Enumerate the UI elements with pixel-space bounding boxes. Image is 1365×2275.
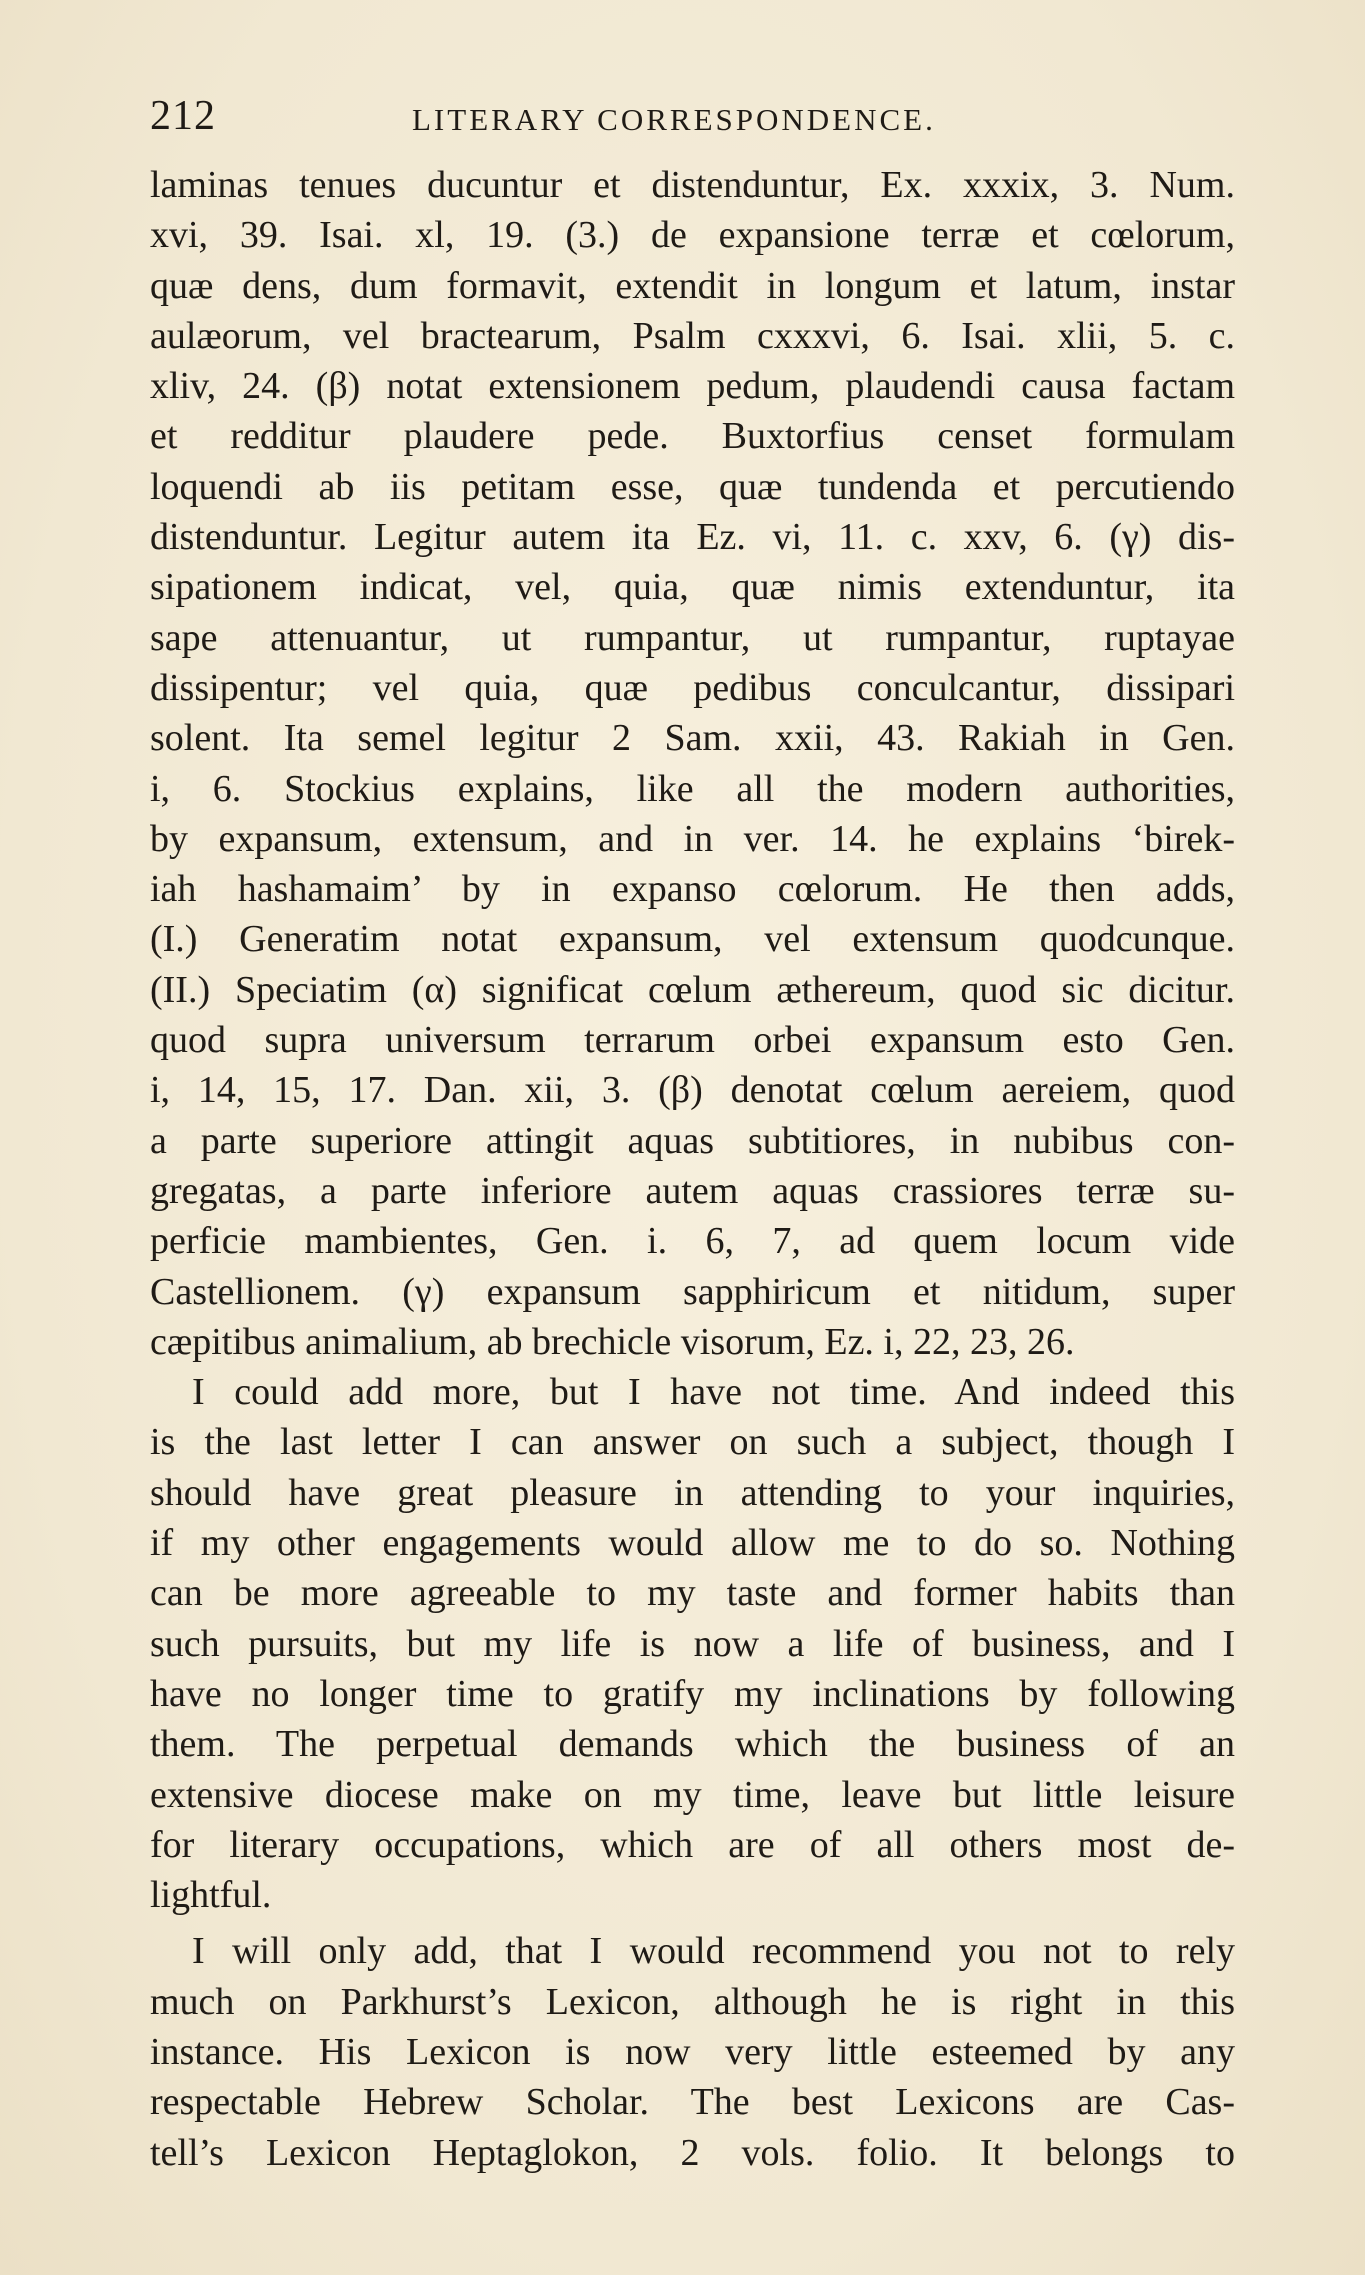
text-line: xliv, 24. (β) notat extensionem pedum, plaudendi causa factam xyxy=(150,365,1235,408)
text-line: distenduntur. Legitur autem ita Ez. vi, 11. c. xxv, 6. (γ) dis- xyxy=(150,516,1235,559)
text-line: loquendi ab iis petitam esse, quæ tundenda et percutiendo xyxy=(150,465,1235,508)
text-line: should have great pleasure in attending to your inquiries, xyxy=(150,1471,1235,1514)
text-line: sape attenuantur, ut rumpantur, ut rumpantur, ruptayae xyxy=(150,616,1235,659)
text-line: for literary occupations, which are of all others most de- xyxy=(150,1823,1235,1866)
text-line: if my other engagements would allow me to do so. Nothing xyxy=(150,1522,1235,1565)
text-line: have no longer time to gratify my inclinations by following xyxy=(150,1672,1235,1715)
text-line: by expansum, extensum, and in ver. 14. he explains ‘birek- xyxy=(150,817,1235,860)
text-line: can be more agreeable to my taste and former habits than xyxy=(150,1572,1235,1615)
text-line: dissipentur; vel quia, quæ pedibus conculcantur, dissipari xyxy=(150,666,1235,709)
text-line: solent. Ita semel legitur 2 Sam. xxii, 43. Rakiah in Gen. xyxy=(150,717,1235,760)
text-line: aulæorum, vel bractearum, Psalm cxxxvi, 6. Isai. xlii, 5. c. xyxy=(150,314,1235,357)
text-line: et redditur plaudere pede. Buxtorfius censet formulam xyxy=(150,415,1235,458)
page-header xyxy=(150,92,1235,152)
text-line: is the last letter I can answer on such a subject, though I xyxy=(150,1421,1235,1464)
text-line: extensive diocese make on my time, leave but little leisure xyxy=(150,1773,1235,1816)
text-line: a parte superiore attingit aquas subtitiores, in nubibus con- xyxy=(150,1119,1235,1162)
text-line: Castellionem. (γ) expansum sapphiricum et nitidum, super xyxy=(150,1270,1235,1313)
text-line: (II.) Speciatim (α) significat cœlum æthereum, quod sic dicitur. xyxy=(150,968,1235,1011)
text-line: I will only add, that I would recommend you not to rely xyxy=(192,1930,1235,1973)
text-line: tell’s Lexicon Heptaglokon, 2 vols. folio. It belongs to xyxy=(150,2131,1235,2174)
paragraph xyxy=(150,1367,1235,1920)
text-line: iah hashamaim’ by in expanso cœlorum. He then adds, xyxy=(150,868,1235,911)
page-number: 212 xyxy=(150,93,216,139)
text-line: i, 14, 15, 17. Dan. xii, 3. (β) denotat cœlum aereiem, quod xyxy=(150,1069,1235,1112)
text-line: lightful. xyxy=(150,1874,272,1917)
paragraph xyxy=(150,160,1235,1367)
text-line: I could add more, but I have not time. And indeed this xyxy=(192,1371,1235,1414)
paragraph xyxy=(150,1926,1235,2177)
text-line: sipationem indicat, vel, quia, quæ nimis extenduntur, ita xyxy=(150,566,1235,609)
text-line: (I.) Generatim notat expansum, vel extensum quodcunque. xyxy=(150,918,1235,961)
text-line: perficie mambientes, Gen. i. 6, 7, ad quem locum vide xyxy=(150,1220,1235,1263)
text-line: laminas tenues ducuntur et distenduntur, Ex. xxxix, 3. Num. xyxy=(150,164,1235,206)
text-line: such pursuits, but my life is now a life of business, and I xyxy=(150,1622,1235,1665)
text-line: instance. His Lexicon is now very little esteemed by any xyxy=(150,2030,1235,2073)
text-line: much on Parkhurst’s Lexicon, although he is right in this xyxy=(150,1980,1235,2023)
text-line: them. The perpetual demands which the business of an xyxy=(150,1723,1235,1766)
text-line: quæ dens, dum formavit, extendit in longum et latum, instar xyxy=(150,264,1235,307)
text-line: quod supra universum terrarum orbei expansum esto Gen. xyxy=(150,1019,1235,1062)
text-line: xvi, 39. Isai. xl, 19. (3.) de expansione terræ et cœlorum, xyxy=(150,214,1235,257)
running-head: LITERARY CORRESPONDENCE. xyxy=(412,102,936,137)
text-line: i, 6. Stockius explains, like all the modern authorities, xyxy=(150,767,1235,810)
body-text xyxy=(150,160,1235,2178)
text-line: gregatas, a parte inferiore autem aquas crassiores terræ su- xyxy=(150,1169,1235,1212)
text-line: respectable Hebrew Scholar. The best Lexicons are Cas- xyxy=(150,2081,1235,2124)
text-line: cæpitibus animalium, ab brechicle visorum, Ez. i, 22, 23, 26. xyxy=(150,1320,1075,1363)
